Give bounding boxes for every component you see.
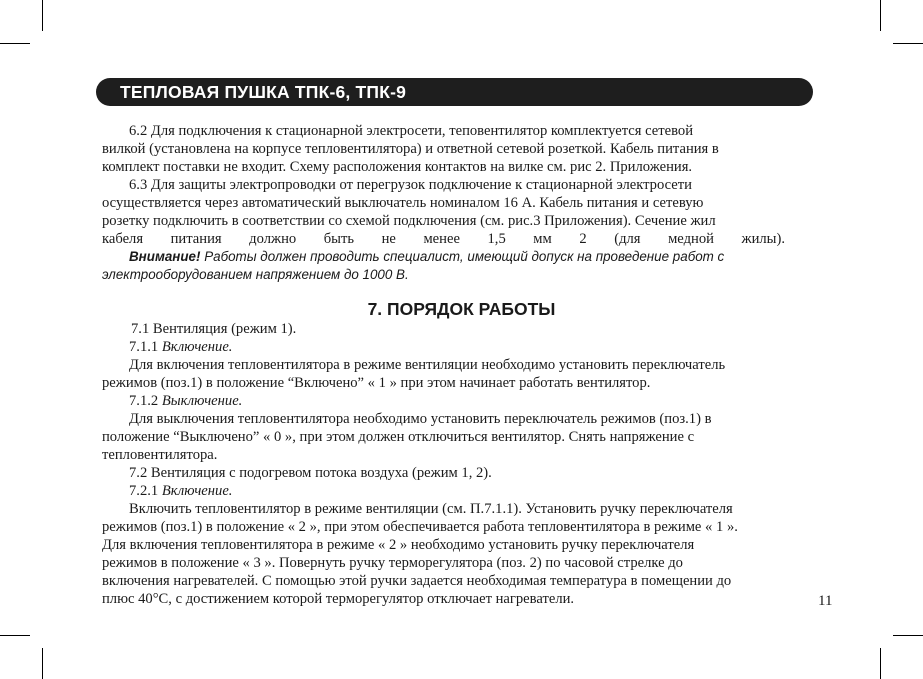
s721-line-4: режимов в положение « 3 ». Повернуть ручку терморегулятора (поз. 2) по часовой стрелке до — [102, 555, 683, 571]
s721-title: Включение. — [161, 483, 233, 499]
p62-line-3: комплект поставки не входит. Схему расположения контактов на вилке см. рис 2. Приложения. — [102, 159, 693, 175]
s712-heading — [129, 392, 814, 410]
s711-title: Включение. — [161, 339, 233, 355]
s711-number: 7.1.1 — [129, 339, 159, 355]
s721-line-3: Для включения тепловентилятора в режиме « 2 » необходимо установить ручку переключателя — [102, 537, 695, 553]
s721-heading — [129, 482, 814, 500]
p63-line-2: осуществляется через автоматический выключатель номиналом 16 А. Кабель питания и сетевую — [102, 195, 704, 211]
crop-mark-bottom-left-vertical — [42, 648, 43, 679]
p63-line-1: 6.3 Для защиты электропроводки от перегрузок подключение к стационарной электросети — [129, 177, 692, 193]
crop-mark-bottom-left-horizontal — [0, 635, 30, 636]
crop-mark-bottom-right-horizontal — [893, 635, 923, 636]
page-number: 11 — [818, 593, 833, 609]
s71-heading: 7.1 Вентиляция (режим 1). — [131, 321, 297, 337]
p63-line-3: розетку подключить в соответствии со схемой подключения (см. рис.3 Приложения). Сечение жил — [102, 213, 716, 229]
warning-line-2: электрооборудованием напряжением до 1000 В. — [102, 267, 409, 282]
warning-label: Внимание! — [129, 249, 201, 264]
s711-line-1: Для включения тепловентилятора в режиме вентиляции необходимо установить переключатель — [129, 357, 726, 373]
section-7-title: 7. ПОРЯДОК РАБОТЫ — [367, 299, 556, 319]
s721-line-5: включения нагревателей. С помощью этой ручки задается необходимая температура в помещении до — [102, 573, 732, 589]
crop-mark-top-right-horizontal — [893, 43, 923, 44]
s712-title: Выключение. — [161, 393, 243, 409]
crop-mark-bottom-right-vertical — [880, 648, 881, 679]
s721-line-2: режимов (поз.1) в положение « 2 », при этом обеспечивается работа тепловентилятора в режиме « 1 ». — [102, 519, 738, 535]
crop-mark-top-left-vertical — [42, 0, 43, 31]
warning-text-1: Работы должен проводить специалист, имеющий допуск на проведение работ с — [204, 249, 725, 264]
p62-line-2: вилкой (установлена на корпусе тепловентилятора) и ответной сетевой розеткой. Кабель питания в — [102, 141, 719, 157]
s711-line-2: режимов (поз.1) в положение “Включено” « 1 » при этом начинает работать вентилятор. — [102, 375, 651, 391]
s721-number: 7.2.1 — [129, 483, 159, 499]
s712-line-2: положение “Выключено” « 0 », при этом должен отключиться вентилятор. Снять напряжение с — [102, 429, 695, 445]
warning-line-1 — [129, 248, 814, 266]
s711-heading — [129, 338, 814, 356]
p63-line-4: кабеля питания должно быть не менее 1,5 мм 2 (для медной жилы). — [102, 231, 785, 247]
crop-mark-top-right-vertical — [880, 0, 881, 31]
s712-line-1: Для выключения тепловентилятора необходимо установить переключатель режимов (поз.1) в — [129, 411, 712, 427]
p62-line-1: 6.2 Для подключения к стационарной электросети, теповентилятор комплектуется сетевой — [129, 123, 694, 139]
s72-heading: 7.2 Вентиляция с подогревом потока воздуха (режим 1, 2). — [129, 465, 492, 481]
crop-mark-top-left-horizontal — [0, 43, 30, 44]
s712-number: 7.1.2 — [129, 393, 159, 409]
header-title-bar: ТЕПЛОВАЯ ПУШКА ТПК-6, ТПК-9 — [96, 78, 813, 106]
s712-line-3: тепловентилятора. — [102, 447, 218, 463]
s721-line-1: Включить тепловентилятор в режиме вентиляции (см. П.7.1.1). Установить ручку переключателя — [129, 501, 733, 517]
s721-line-6: плюс 40°С, с достижением которой терморегулятор отключает нагреватели. — [102, 591, 575, 607]
